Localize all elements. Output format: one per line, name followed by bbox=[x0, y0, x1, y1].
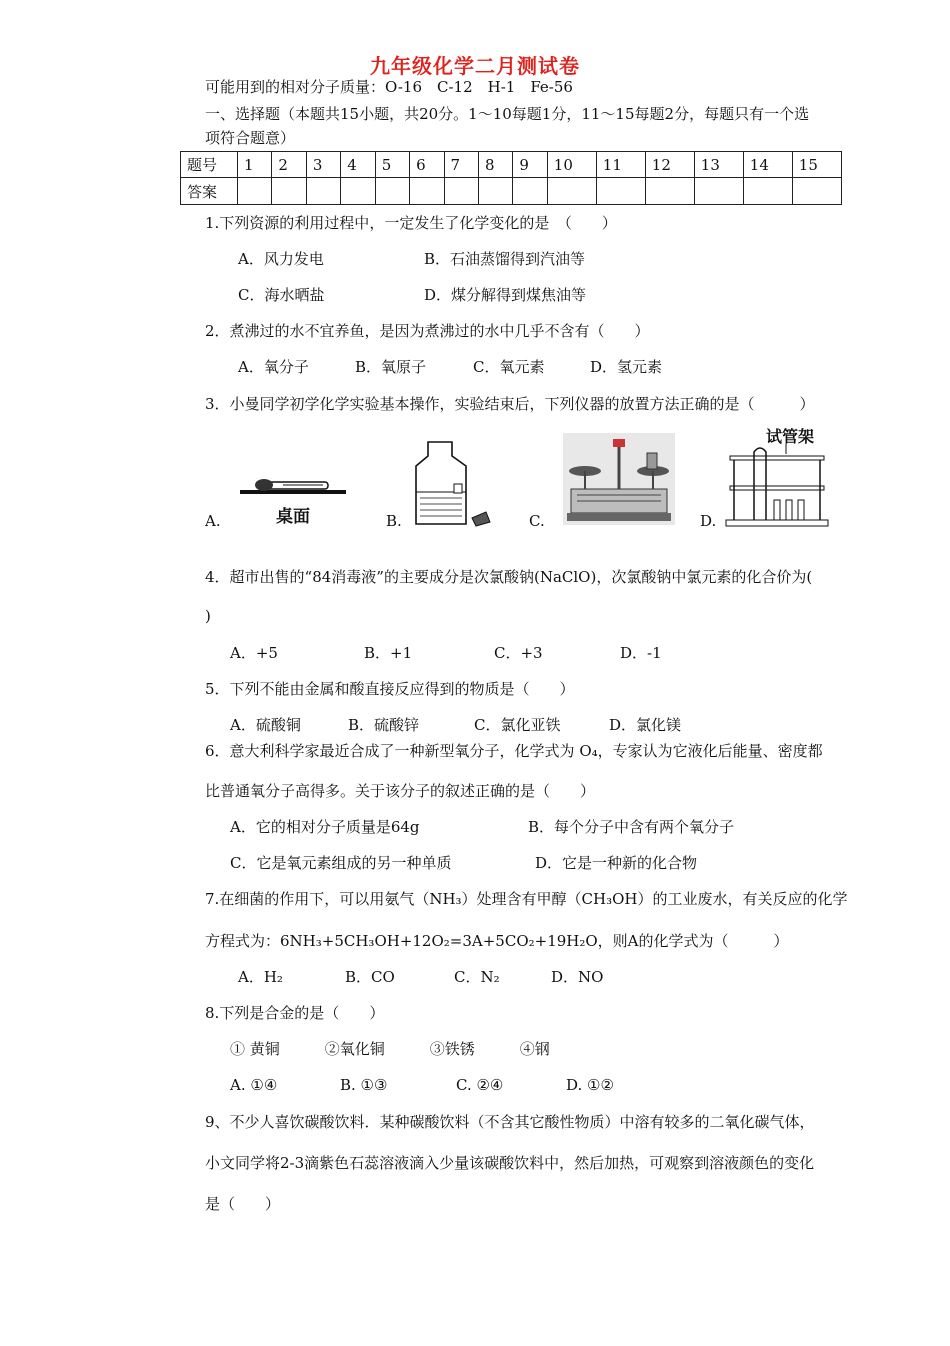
question-2-option-a[interactable]: A．氧分子 bbox=[238, 358, 309, 376]
balance-figure bbox=[563, 433, 675, 525]
question-9-stem-end: 是（ ） bbox=[205, 1195, 281, 1213]
table-number-cell: 5 bbox=[375, 152, 409, 178]
question-6-option-c[interactable]: C．它是氧元素组成的另一种单质 bbox=[230, 854, 452, 872]
question-5-stem: 5．下列不能由金属和酸直接反应得到的物质是（ ） bbox=[205, 680, 575, 698]
question-6-option-a[interactable]: A．它的相对分子质量是64g bbox=[230, 818, 420, 836]
question-5-option-a[interactable]: A．硫酸铜 bbox=[230, 716, 301, 734]
question-2-stem: 2．煮沸过的水不宜养鱼，是因为煮沸过的水中几乎不含有（ ） bbox=[205, 322, 650, 340]
table-number-cell: 3 bbox=[306, 152, 340, 178]
answer-cell[interactable] bbox=[306, 178, 340, 205]
question-4-option-c[interactable]: C．+3 bbox=[494, 644, 543, 662]
table-row bbox=[181, 152, 842, 178]
table-number-cell: 6 bbox=[410, 152, 444, 178]
question-8-option-a[interactable]: A. ①④ bbox=[230, 1076, 278, 1094]
section-heading: 一、选择题（本题共15小题，共20分。1～10每题1分，11～15每题2分，每题只有一个选 bbox=[205, 105, 810, 123]
table-number-cell: 8 bbox=[478, 152, 512, 178]
answer-cell[interactable] bbox=[513, 178, 547, 205]
question-7-option-d[interactable]: D．NO bbox=[551, 968, 604, 986]
question-5-option-b[interactable]: B．硫酸锌 bbox=[348, 716, 420, 734]
question-3-option-d[interactable]: D. bbox=[700, 512, 717, 530]
table-number-cell: 14 bbox=[743, 152, 792, 178]
question-8-items: ① 黄铜 ②氧化铜 ③铁锈 ④钢 bbox=[230, 1040, 550, 1058]
reagent-bottle-figure bbox=[410, 440, 495, 528]
question-2-option-d[interactable]: D．氢元素 bbox=[590, 358, 663, 376]
question-6-stem-cont: 比普通氧分子高得多。关于该分子的叙述正确的是（ ） bbox=[205, 782, 596, 800]
answer-cell[interactable] bbox=[596, 178, 645, 205]
question-9-stem-cont: 小文同学将2-3滴紫色石蕊溶液滴入少量该碳酸饮料中，然后加热，可观察到溶液颜色的变化 bbox=[205, 1154, 815, 1172]
question-4-option-d[interactable]: D．-1 bbox=[620, 644, 662, 662]
rack-label: 试管架 bbox=[766, 427, 815, 446]
table-number-cell: 15 bbox=[792, 152, 841, 178]
question-7-stem-cont: 方程式为：6NH₃+5CH₃OH+12O₂=3A+5CO₂+19H₂O，则A的化学式为（ ） bbox=[205, 932, 789, 950]
answer-table bbox=[180, 151, 842, 205]
question-6-option-b[interactable]: B．每个分子中含有两个氧分子 bbox=[528, 818, 735, 836]
answer-cell[interactable] bbox=[743, 178, 792, 205]
table-number-cell: 12 bbox=[645, 152, 694, 178]
question-7-option-a[interactable]: A．H₂ bbox=[238, 968, 283, 986]
table-header-label: 题号 bbox=[181, 152, 238, 178]
question-6-stem: 6．意大利科学家最近合成了一种新型氧分子，化学式为 O₄，专家认为它液化后能量、密度都 bbox=[205, 742, 823, 760]
question-8-stem: 8.下列是合金的是（ ） bbox=[205, 1004, 385, 1022]
table-number-cell: 9 bbox=[513, 152, 547, 178]
atomic-masses: 可能用到的相对分子质量：O-16 C-12 H-1 Fe-56 bbox=[205, 78, 573, 96]
question-4-stem-cont: ) bbox=[205, 607, 211, 625]
table-label: 桌面 bbox=[276, 507, 310, 527]
table-number-cell: 10 bbox=[547, 152, 596, 178]
question-2-option-b[interactable]: B．氧原子 bbox=[355, 358, 427, 376]
table-number-cell: 2 bbox=[272, 152, 306, 178]
question-1-option-d[interactable]: D．煤分解得到煤焦油等 bbox=[424, 286, 587, 304]
question-5-option-d[interactable]: D．氯化镁 bbox=[609, 716, 682, 734]
question-4-stem: 4．超市出售的“84消毒液”的主要成分是次氯酸钠(NaClO)，次氯酸钠中氯元素的化合价为( bbox=[205, 568, 813, 586]
table-number-cell: 7 bbox=[444, 152, 478, 178]
answer-cell[interactable] bbox=[478, 178, 512, 205]
answer-cell[interactable] bbox=[341, 178, 375, 205]
question-3-option-b[interactable]: B. bbox=[386, 512, 402, 530]
answer-cell[interactable] bbox=[694, 178, 743, 205]
answer-cell[interactable] bbox=[272, 178, 306, 205]
question-3-stem: 3．小曼同学初学化学实验基本操作，实验结束后，下列仪器的放置方法正确的是（ ） bbox=[205, 395, 815, 413]
table-row bbox=[181, 178, 842, 205]
question-7-option-b[interactable]: B．CO bbox=[345, 968, 395, 986]
question-3-option-c[interactable]: C. bbox=[529, 512, 545, 530]
question-6-option-d[interactable]: D．它是一种新的化合物 bbox=[535, 854, 698, 872]
table-number-cell: 1 bbox=[238, 152, 272, 178]
table-answer-label: 答案 bbox=[181, 178, 238, 205]
question-8-option-c[interactable]: C. ②④ bbox=[456, 1076, 504, 1094]
question-4-option-b[interactable]: B．+1 bbox=[364, 644, 413, 662]
question-3-option-a[interactable]: A. bbox=[205, 512, 221, 530]
answer-cell[interactable] bbox=[645, 178, 694, 205]
answer-cell[interactable] bbox=[238, 178, 272, 205]
table-number-cell: 13 bbox=[694, 152, 743, 178]
answer-cell[interactable] bbox=[547, 178, 596, 205]
question-8-option-b[interactable]: B. ①③ bbox=[340, 1076, 388, 1094]
dropper-on-table-figure bbox=[238, 470, 348, 530]
table-number-cell: 11 bbox=[596, 152, 645, 178]
question-1-stem: 1.下列资源的利用过程中，一定发生了化学变化的是 （ ） bbox=[205, 214, 617, 232]
question-4-option-a[interactable]: A．+5 bbox=[230, 644, 278, 662]
question-1-option-b[interactable]: B．石油蒸馏得到汽油等 bbox=[424, 250, 586, 268]
answer-cell[interactable] bbox=[444, 178, 478, 205]
question-9-stem: 9、不少人喜饮碳酸饮料．某种碳酸饮料（不含其它酸性物质）中溶有较多的二氧化碳气体， bbox=[205, 1113, 815, 1131]
answer-cell[interactable] bbox=[375, 178, 409, 205]
question-5-option-c[interactable]: C．氯化亚铁 bbox=[474, 716, 561, 734]
question-1-option-c[interactable]: C．海水晒盐 bbox=[238, 286, 325, 304]
page-title: 九年级化学二月测试卷 bbox=[370, 54, 580, 78]
answer-cell[interactable] bbox=[410, 178, 444, 205]
question-1-option-a[interactable]: A．风力发电 bbox=[238, 250, 324, 268]
answer-cell[interactable] bbox=[792, 178, 841, 205]
question-7-option-c[interactable]: C．N₂ bbox=[454, 968, 500, 986]
question-7-stem: 7.在细菌的作用下，可以用氨气（NH₃）处理含有甲醇（CH₃OH）的工业废水，有关反应的化学 bbox=[205, 890, 848, 908]
test-tube-rack-figure bbox=[724, 424, 830, 528]
question-2-option-c[interactable]: C．氧元素 bbox=[473, 358, 545, 376]
question-8-option-d[interactable]: D. ①② bbox=[566, 1076, 614, 1094]
table-number-cell: 4 bbox=[341, 152, 375, 178]
section-heading-cont: 项符合题意） bbox=[205, 129, 296, 147]
